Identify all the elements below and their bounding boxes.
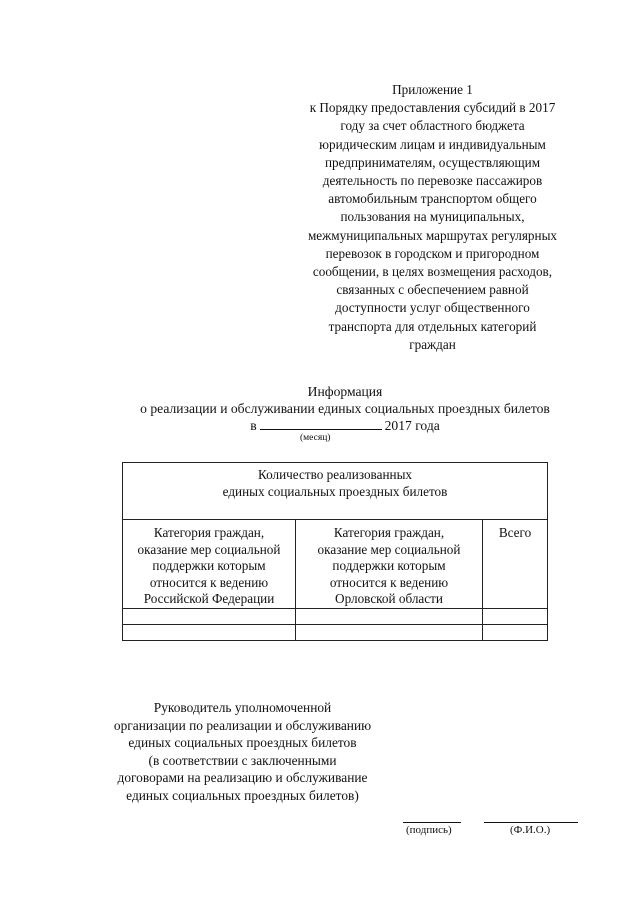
column-text: Категория граждан, [153,525,265,540]
signature-line: единых социальных проездных билетов [128,735,357,750]
name-underline [484,822,578,823]
appendix-line: межмуниципальных маршрутах регулярных [307,227,558,243]
table-header [123,463,548,520]
name-caption: (Ф.И.О.) [510,824,551,836]
table-cell [483,625,548,641]
table-header-line: Количество реализованных [257,467,413,482]
table-cell [123,609,296,625]
appendix-line: году за счет областного бюджета [340,118,525,134]
month-blank-field [260,417,382,430]
column-text: Орловской области [335,591,443,606]
appendix-line: транспорта для отдельных категорий [328,318,537,334]
column-federal [123,520,296,609]
table-row [123,625,548,641]
table-row [123,609,548,625]
info-prefix: в [250,418,257,433]
appendix-line: граждан [409,336,456,352]
info-block [90,383,600,434]
table-cell [296,609,483,625]
column-text: поддержки которым [152,558,266,573]
column-text: поддержки которым [332,558,446,573]
signature-line: организации по реализации и обслуживанию [113,717,372,733]
signature-underline [403,822,461,823]
info-month-line [90,417,600,434]
table-cell [123,625,296,641]
column-regional [296,520,483,609]
table-cell [483,609,548,625]
month-caption: (месяц) [300,433,331,443]
column-text: Категория граждан, [333,525,445,540]
info-title: Информация [307,384,383,399]
column-text: оказание мер социальной [137,541,281,557]
sign-caption: (подпись) [406,824,452,836]
signature-line: единых социальных проездных билетов) [126,787,359,803]
appendix-line: доступности услуг общественного [335,300,530,316]
info-subtitle: о реализации и обслуживании единых социальных проездных билетов [140,401,550,416]
table-header-line: единых социальных проездных билетов [222,483,448,499]
appendix-line: пользования на муниципальных, [340,209,525,225]
tickets-table [122,462,548,641]
signature-line: (в соответствии с заключенными [148,752,337,768]
signature-block [80,699,405,804]
appendix-line: сообщении, в целях возмещения расходов, [312,264,553,280]
column-text: относится к ведению [149,574,269,590]
column-total [483,520,548,609]
appendix-line: предпринимателям, осуществляющим [324,154,541,170]
column-text: Всего [498,525,532,540]
appendix-line: юридическим лицам и индивидуальным [319,136,546,152]
signature-line: Руководитель уполномоченной [153,700,332,715]
column-text: относится к ведению [329,574,449,590]
appendix-line: деятельность по перевозке пассажиров [322,173,543,189]
appendix-line: автомобильным транспортом общего [328,191,537,207]
appendix-line: перевозок в городском и пригородном [325,245,540,261]
appendix-title: Приложение 1 [392,82,473,97]
column-text: Российской Федерации [143,591,275,606]
appendix-header [270,81,595,354]
table-cell [296,625,483,641]
appendix-line: связанных с обеспечением равной [336,282,529,298]
column-text: оказание мер социальной [317,541,461,557]
appendix-line: к Порядку предоставления субсидий в 2017 [309,100,556,116]
signature-line: договорами на реализацию и обслуживание [117,770,368,785]
info-suffix: 2017 года [384,418,440,433]
